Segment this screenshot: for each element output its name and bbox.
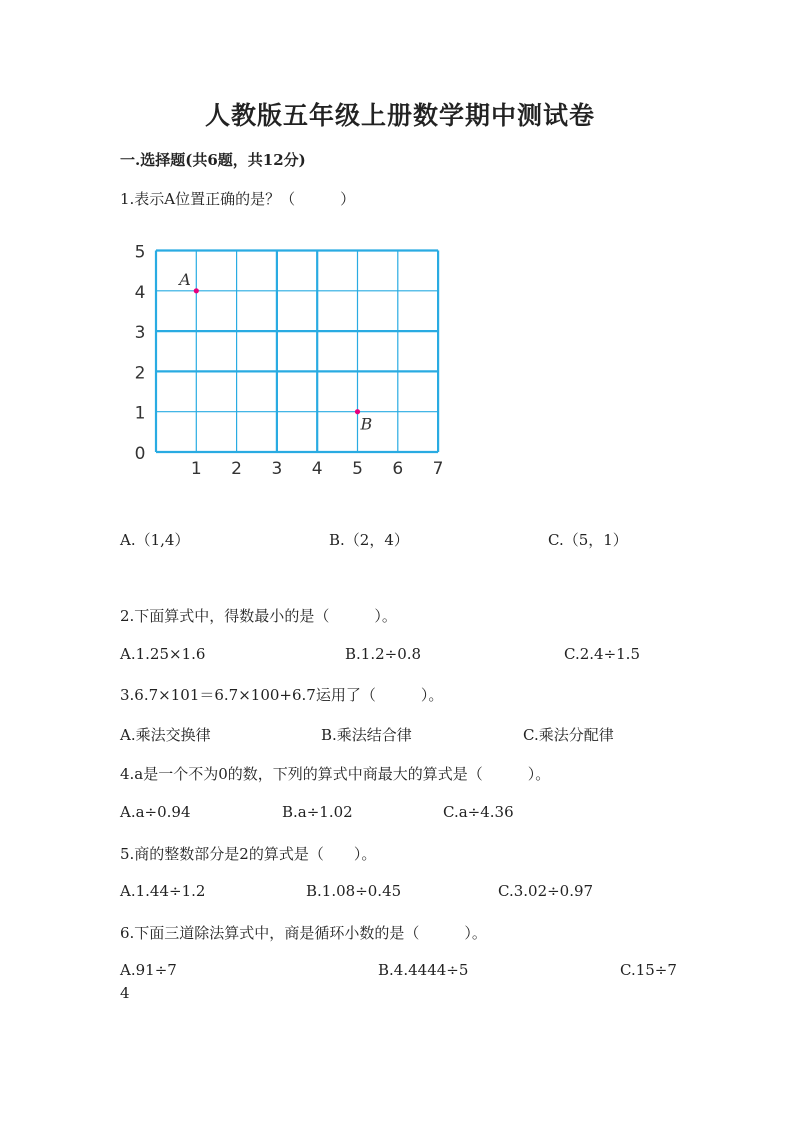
x-tick-label-5: 5 <box>352 459 363 479</box>
x-tick-label-2: 2 <box>231 459 243 479</box>
q1-option-c[interactable]: C.（5，1） <box>548 531 628 549</box>
q6-option-a[interactable]: A.91÷7 <box>120 961 177 979</box>
question-5-stem: 5.商的整数部分是2的算式是（ ）。 <box>120 845 377 863</box>
q6-option-c[interactable]: C.15÷7 <box>620 961 677 979</box>
section-heading: 一.选择题(共6题，共12分) <box>120 151 306 169</box>
y-tick-label-4: 4 <box>134 282 146 303</box>
question-1-stem: 1.表示A位置正确的是？（ ） <box>120 190 356 208</box>
q5-option-b[interactable]: B.1.08÷0.45 <box>306 882 402 900</box>
point-label-a: A <box>179 269 191 289</box>
x-tick-label-4: 4 <box>311 459 323 479</box>
question-3-stem: 3.6.7×101＝6.7×100+6.7运用了（ ）。 <box>120 686 444 704</box>
q5-option-a[interactable]: A.1.44÷1.2 <box>120 882 206 900</box>
q1-option-b[interactable]: B.（2，4） <box>329 531 409 549</box>
x-tick-label-3: 3 <box>271 459 283 479</box>
coordinate-grid <box>120 236 460 486</box>
x-tick-label-6: 6 <box>392 459 404 479</box>
trailing-text: 4 <box>120 984 130 1002</box>
question-6-stem: 6.下面三道除法算式中，商是循环小数的是（ ）。 <box>120 924 487 942</box>
x-tick-label-7: 7 <box>432 459 444 479</box>
q2-option-c[interactable]: C.2.4÷1.5 <box>564 645 640 663</box>
question-2-stem: 2.下面算式中，得数最小的是（ ）。 <box>120 607 397 625</box>
q3-option-c[interactable]: C.乘法分配律 <box>523 726 614 744</box>
q3-option-b[interactable]: B.乘法结合律 <box>321 726 412 744</box>
y-tick-label-5: 5 <box>134 242 146 263</box>
q3-option-a[interactable]: A.乘法交换律 <box>120 726 211 744</box>
point-a <box>194 288 199 293</box>
q1-option-a[interactable]: A.（1,4） <box>120 531 190 549</box>
q4-option-b[interactable]: B.a÷1.02 <box>282 803 353 821</box>
q6-option-b[interactable]: B.4.4444÷5 <box>378 961 469 979</box>
page-title: 人教版五年级上册数学期中测试卷 <box>204 101 595 130</box>
q2-option-b[interactable]: B.1.2÷0.8 <box>345 645 422 663</box>
point-label-b: B <box>360 414 373 434</box>
q2-option-a[interactable]: A.1.25×1.6 <box>120 645 206 663</box>
q4-option-a[interactable]: A.a÷0.94 <box>120 803 191 821</box>
x-tick-label-1: 1 <box>190 459 202 479</box>
y-tick-label-1: 1 <box>134 403 146 424</box>
point-b <box>355 409 360 414</box>
y-tick-label-2: 2 <box>134 363 146 384</box>
y-tick-label-3: 3 <box>134 323 146 344</box>
question-4-stem: 4.a是一个不为0的数，下列的算式中商最大的算式是（ ）。 <box>120 765 551 783</box>
y-tick-label-0: 0 <box>134 444 146 464</box>
q5-option-c[interactable]: C.3.02÷0.97 <box>498 882 594 900</box>
q4-option-c[interactable]: C.a÷4.36 <box>443 803 514 821</box>
